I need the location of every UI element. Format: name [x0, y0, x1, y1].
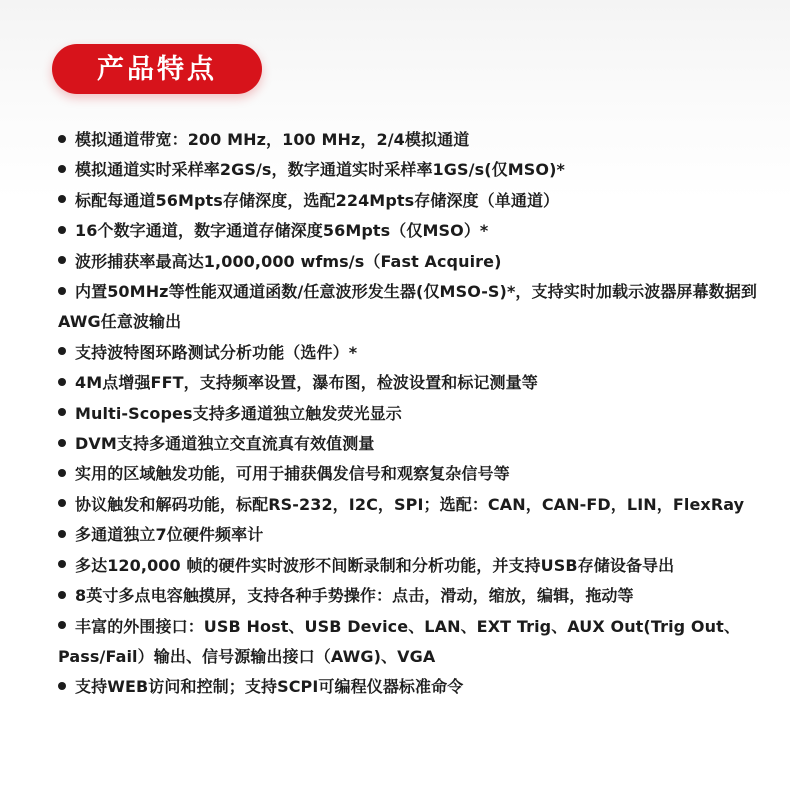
- bullet-icon: [58, 378, 66, 386]
- feature-text: 8英寸多点电容触摸屏，支持各种手势操作：点击，滑动，缩放，编辑，拖动等: [75, 586, 634, 606]
- feature-text: 16个数字通道，数字通道存储深度56Mpts（仅MSO）*: [75, 221, 489, 241]
- feature-item: [58, 216, 774, 246]
- bullet-icon: [58, 682, 66, 690]
- bullet-icon: [58, 621, 66, 629]
- bullet-icon: [58, 135, 66, 143]
- page-title: 产品特点: [97, 53, 217, 85]
- feature-item: [58, 399, 774, 429]
- feature-text: 标配每通道56Mpts存储深度，选配224Mpts存储深度（单通道）: [75, 190, 560, 210]
- feature-text: 丰富的外围接口：USB Host、USB Device、LAN、EXT Trig、AUX Out(Trig Out、Pass/Fail）输出、信号源输出接口（AWG)、VGA: [58, 616, 740, 666]
- bullet-icon: [58, 560, 66, 568]
- feature-text: 内置50MHz等性能双通道函数/任意波形发生器(仅MSO-S)*，支持实时加载示波器屏幕数据到AWG任意波输出: [58, 282, 757, 332]
- bullet-icon: [58, 591, 66, 599]
- feature-list: [58, 125, 774, 703]
- bullet-icon: [58, 347, 66, 355]
- feature-text: 模拟通道实时采样率2GS/s，数字通道实时采样率1GS/s(仅MSO)*: [75, 160, 565, 180]
- feature-text: 协议触发和解码功能，标配RS-232，I2C，SPI；选配：CAN，CAN-FD，LIN，FlexRay: [75, 494, 745, 514]
- feature-text: DVM支持多通道独立交直流真有效值测量: [75, 434, 375, 454]
- bullet-icon: [58, 165, 66, 173]
- feature-item: [58, 338, 774, 368]
- feature-item: [58, 612, 774, 673]
- feature-item: [58, 125, 774, 155]
- feature-text: 多达120,000 帧的硬件实时波形不间断录制和分析功能，并支持USB存储设备导出: [75, 555, 675, 575]
- bullet-icon: [58, 256, 66, 264]
- bullet-icon: [58, 530, 66, 538]
- feature-text: 4M点增强FFT，支持频率设置，瀑布图，检波设置和标记测量等: [75, 373, 538, 393]
- feature-item: [58, 186, 774, 216]
- feature-item: [58, 429, 774, 459]
- feature-item: [58, 490, 774, 520]
- feature-text: 波形捕获率最高达1,000,000 wfms/s（Fast Acquire): [75, 251, 502, 271]
- bullet-icon: [58, 469, 66, 477]
- feature-text: 支持WEB访问和控制；支持SCPI可编程仪器标准命令: [75, 677, 464, 697]
- feature-item: [58, 551, 774, 581]
- bullet-icon: [58, 408, 66, 416]
- feature-item: [58, 155, 774, 185]
- feature-item: [58, 672, 774, 702]
- feature-text: 模拟通道带宽：200 MHz，100 MHz，2/4模拟通道: [75, 130, 470, 149]
- feature-text: 实用的区域触发功能，可用于捕获偶发信号和观察复杂信号等: [75, 464, 510, 484]
- feature-text: 支持波特图环路测试分析功能（选件）*: [75, 342, 358, 362]
- feature-item: [58, 581, 774, 611]
- feature-item: [58, 277, 774, 338]
- bullet-icon: [58, 226, 66, 234]
- title-badge: [52, 44, 262, 94]
- feature-item: [58, 247, 774, 277]
- bullet-icon: [58, 195, 66, 203]
- feature-text: 多通道独立7位硬件频率计: [75, 525, 264, 545]
- feature-item: [58, 368, 774, 398]
- feature-item: [58, 459, 774, 489]
- feature-text: Multi-Scopes支持多通道独立触发荧光显示: [75, 403, 402, 423]
- bullet-icon: [58, 439, 66, 447]
- bullet-icon: [58, 499, 66, 507]
- bullet-icon: [58, 287, 66, 295]
- feature-item: [58, 520, 774, 550]
